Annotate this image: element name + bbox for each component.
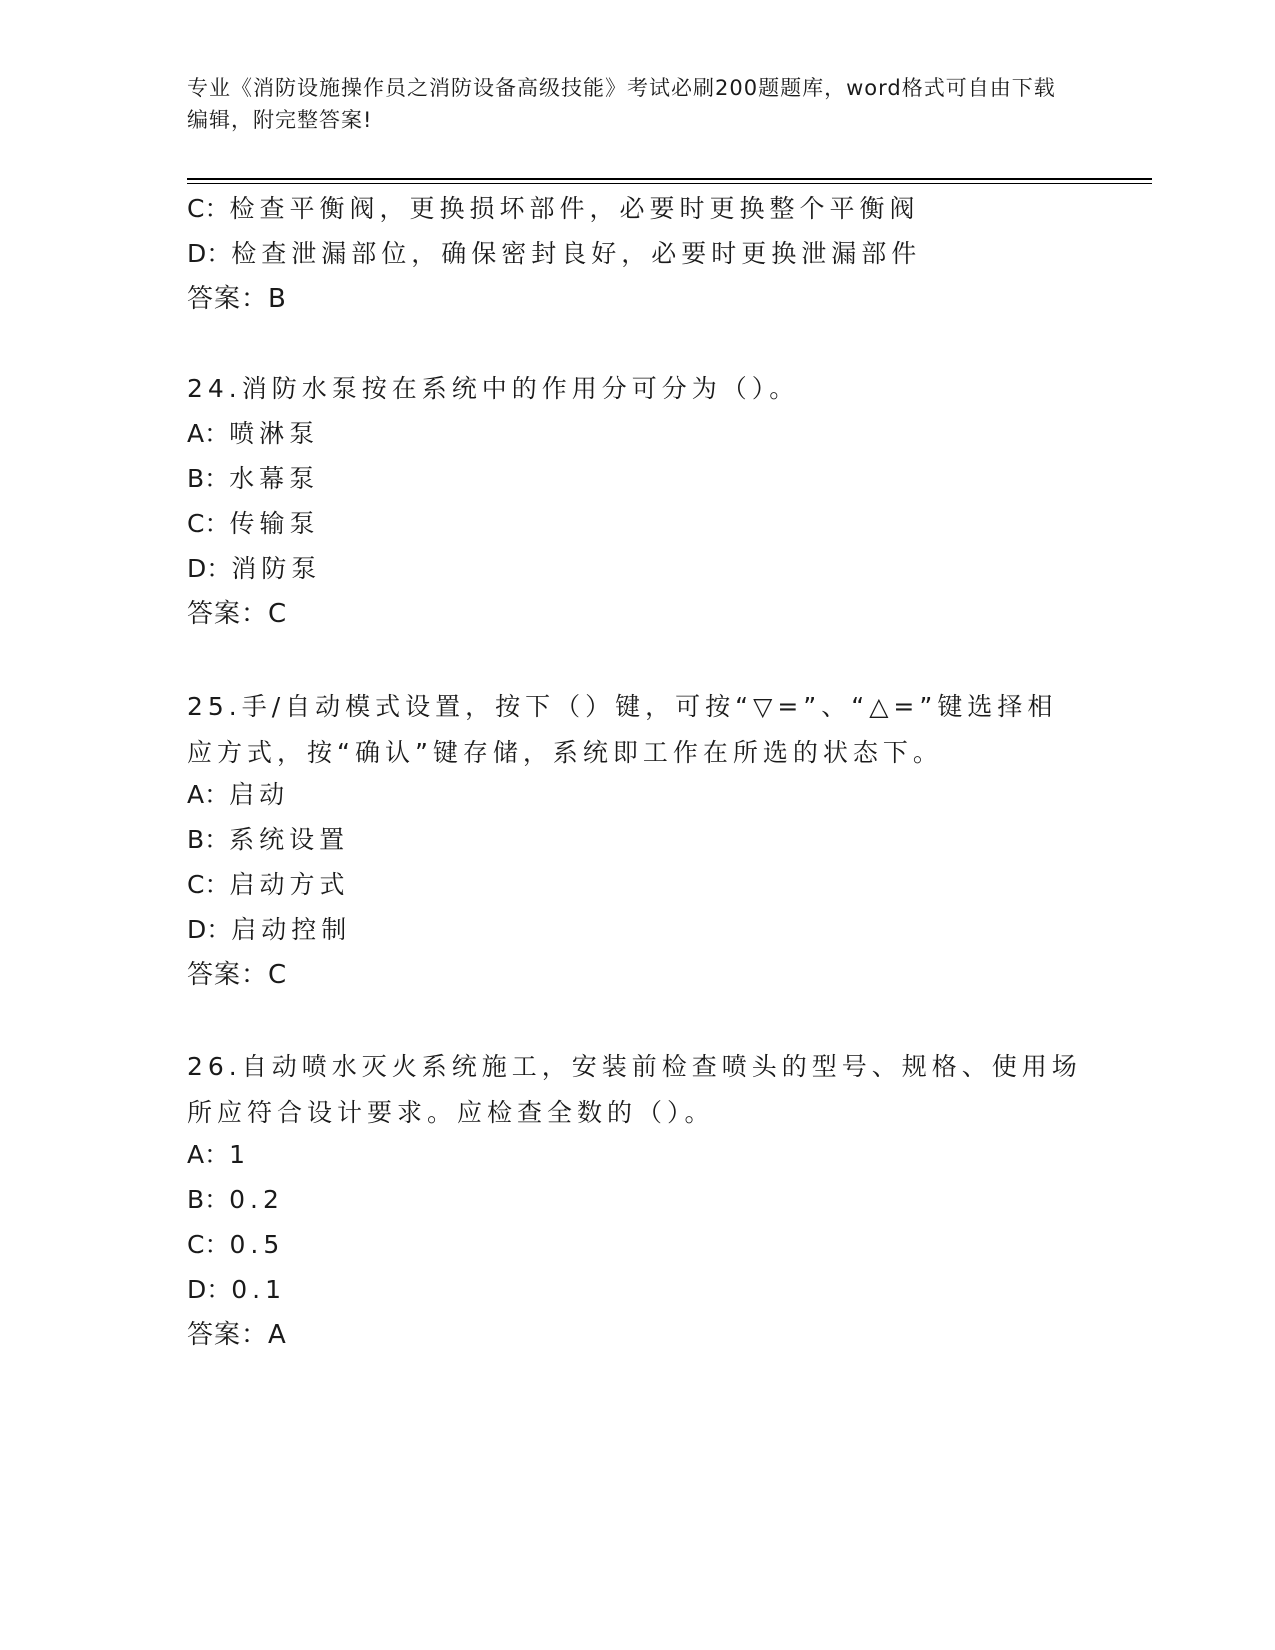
option-text: 0.5 [229,1230,285,1259]
document-header: 专业《消防设施操作员之消防设备高级技能》考试必刷200题题库，word格式可自由下载编辑，附完整答案! [187,76,1056,132]
q24-option-d [187,552,321,586]
q23-answer: 答案：B [187,284,287,314]
option-letter: B： [187,1185,230,1214]
option-text: 检查平衡阀，更换损坏部件，必要时更换整个平衡阀 [229,194,920,223]
option-text: 启动 [229,780,290,809]
q26-option-a [187,1138,250,1172]
option-letter: A： [187,1140,230,1169]
option-letter: D： [187,239,232,268]
q25-option-d [187,913,351,947]
q26-option-b [187,1183,284,1217]
q24-stem: 24.消防水泵按在系统中的作用分可分为（）。 [187,374,800,403]
option-letter: B： [187,825,230,854]
option-text: 喷淋泵 [229,419,320,448]
option-text: 1 [229,1140,251,1169]
option-letter: C： [187,870,230,899]
q26-option-d [187,1273,286,1307]
option-letter: D： [187,1275,232,1304]
q25-option-a [187,778,289,812]
header-rule-thick [187,178,1152,180]
option-text: 启动控制 [231,915,352,944]
option-text: 启动方式 [229,870,350,899]
q24-option-b [187,462,319,496]
option-text: 0.2 [229,1185,284,1214]
option-letter: D： [187,915,232,944]
q23-option-c [187,192,919,226]
q24-option-a [187,417,319,451]
header-rule-thin [187,183,1152,184]
option-letter: D： [187,554,232,583]
q25-option-c [187,868,349,902]
option-text: 消防泵 [231,554,322,583]
q25-answer: 答案：C [187,960,288,990]
option-letter: C： [187,509,230,538]
q25-stem: 25.手/自动模式设置，按下（）键，可按“▽=”、“△=”键选择相应方式，按“确认”键存储，系统即工作在所选的状态下。 [187,692,1058,767]
option-text: 系统设置 [229,825,350,854]
option-text: 传输泵 [229,509,320,538]
option-letter: C： [187,1230,230,1259]
q24-answer: 答案：C [187,599,288,629]
option-letter: B： [187,464,230,493]
option-text: 水幕泵 [229,464,320,493]
q26-option-c [187,1228,284,1262]
q26-answer: 答案：A [187,1320,287,1350]
option-letter: A： [187,419,230,448]
option-text: 0.1 [231,1275,287,1304]
option-letter: C： [187,194,230,223]
q26-stem: 26.自动喷水灭火系统施工，安装前检查喷头的型号、规格、使用场所应符合设计要求。应检查全数的（）。 [187,1052,1082,1127]
option-letter: A： [187,780,230,809]
q23-option-d [187,237,921,271]
option-text: 检查泄漏部位，确保密封良好，必要时更换泄漏部件 [231,239,922,268]
q25-option-b [187,823,349,857]
q24-option-c [187,507,319,541]
